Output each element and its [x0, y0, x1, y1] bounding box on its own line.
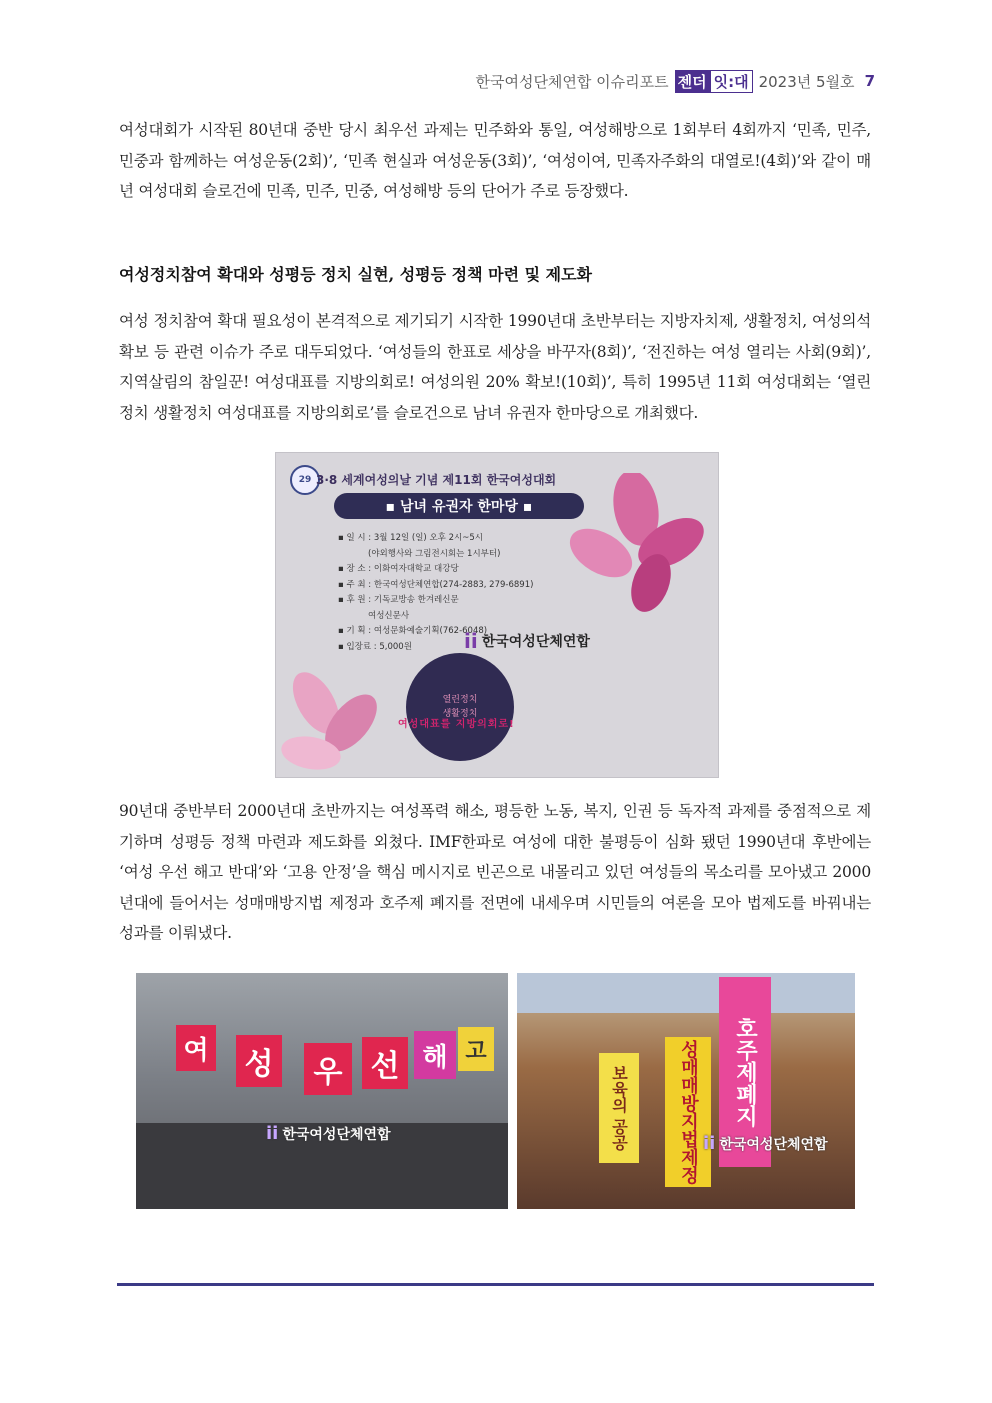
org-logo-icon: ii	[464, 629, 478, 653]
poster-detail: (야외행사와 그림전시회는 1시부터)	[368, 548, 501, 559]
org-logo-icon: ii	[703, 1133, 716, 1154]
protest-banner: 보육의 공공	[599, 1053, 639, 1163]
brand-logo	[675, 70, 753, 93]
poster-circle	[406, 653, 514, 761]
protest-sign: 성	[236, 1035, 282, 1087]
paragraph-1: 여성대회가 시작된 80년대 중반 당시 최우선 과제는 민주화와 통일, 여성해방으로 1회부터 4회까지 ‘민족, 민주, 민중과 함께하는 여성운동(2회)’, ‘민족 현실과 여성운동(3회)’, ‘여성이여, 민족자주화의 대열로!(4회)’와 같이 매년 여성대회 슬로건에 민족, 민주, 민중, 여성해방 등의 단어가 주로 등장했다.	[119, 121, 871, 200]
poster-title: 3·8 세계여성의날 기념 제11회 한국여성대회	[316, 473, 557, 487]
org-title: 한국여성단체연합 이슈리포트	[475, 72, 669, 91]
poster-detail: ▪ 주 최 : 한국여성단체연합(274-2883, 279-6891)	[338, 579, 534, 590]
flower-decoration-right	[561, 473, 711, 613]
anniversary-badge: 29	[290, 465, 320, 495]
protest-sign: 우	[304, 1043, 352, 1095]
protest-photo-1	[136, 973, 508, 1209]
poster-org-logo	[464, 629, 590, 653]
poster-slogan: 여성대표를 지방의회로!	[398, 719, 515, 730]
protest-photo-2	[517, 973, 855, 1209]
sky	[517, 973, 855, 1013]
issue-date: 2023년 5월호	[758, 72, 855, 91]
circle-line-2: 생활정치	[442, 709, 478, 719]
watermark-text: 한국여성단체연합	[719, 1136, 828, 1153]
page-number: 7	[864, 72, 875, 90]
protest-sign: 여	[176, 1025, 216, 1071]
protest-sign: 선	[362, 1037, 408, 1089]
page-header	[475, 68, 875, 94]
poster-detail: ▪ 후 원 : 기독교방송 한겨레신문	[338, 595, 459, 605]
poster-detail: 여성신문사	[368, 610, 410, 621]
flower-decoration-left	[275, 663, 396, 778]
protest-sign: 고	[458, 1027, 494, 1071]
poster-detail: ▪ 일 시 : 3월 12일 (일) 오후 2시~5시	[338, 533, 483, 543]
section-heading: 여성정치참여 확대와 성평등 정치 실현, 성평등 정책 마련 및 제도화	[119, 265, 593, 284]
brand-part2: 잇:대	[710, 70, 753, 93]
poster-detail: ▪ 장 소 : 이화여자대학교 대강당	[338, 564, 459, 574]
footer-rule	[117, 1283, 874, 1286]
paragraph-3: 90년대 중반부터 2000년대 초반까지는 여성폭력 해소, 평등한 노동, 복지, 인권 등 독자적 과제를 중점적으로 제기하며 성평등 정책 마련과 제도화를 외쳤다. IMF한파로 여성에 대한 불평등이 심화 됐던 1990년대 후반에는 ‘여성 우선 해고 반대’와 ‘고용 안정’을 핵심 메시지로 빈곤으로 내몰리고 있던 여성들의 목소리를 모아냈고 2000년대에 들어서는 성매매방지법 제정과 호주제 폐지를 전면에 내세우며 시민들의 여론을 모아 법제도를 바꿔내는 성과를 이뤄냈다.	[119, 802, 871, 942]
photo-watermark	[266, 1123, 391, 1144]
circle-line-1: 열린정치	[442, 695, 478, 705]
poster-detail: ▪ 입장료 : 5,000원	[338, 641, 412, 652]
poster-logo-text: 한국여성단체연합	[481, 634, 590, 650]
poster-image	[275, 452, 719, 778]
protest-banner: 성매매방지법제정	[665, 1037, 711, 1187]
photo-watermark	[703, 1133, 828, 1154]
brand-part1: 젠더	[675, 70, 710, 93]
poster-detail: ▪ 기 획 : 여성문화예술기획(762-6048)	[338, 626, 488, 636]
poster-banner: ▪ 남녀 유권자 한마당 ▪	[334, 493, 584, 519]
protest-sign: 해	[414, 1031, 456, 1079]
org-logo-icon: ii	[266, 1123, 279, 1144]
watermark-text: 한국여성단체연합	[282, 1126, 391, 1143]
protest-banner: 호주제폐지	[719, 977, 771, 1167]
paragraph-2: 여성 정치참여 확대 필요성이 본격적으로 제기되기 시작한 1990년대 초반부터는 지방자치제, 생활정치, 여성의석 확보 등 관련 이슈가 주로 대두되었다. ‘여성들의 한표로 세상을 바꾸자(8회)’, ‘전진하는 여성 열리는 사회(9회)’, 지역살림의 참일꾼! 여성대표를 지방의회로! 여성의원 20% 확보!(10회)’, 특히 1995년 11회 여성대회는 ‘열린정치 생활정치 여성대표를 지방의회로’를 슬로건으로 남녀 유권자 한마당으로 개최했다.	[119, 312, 871, 422]
